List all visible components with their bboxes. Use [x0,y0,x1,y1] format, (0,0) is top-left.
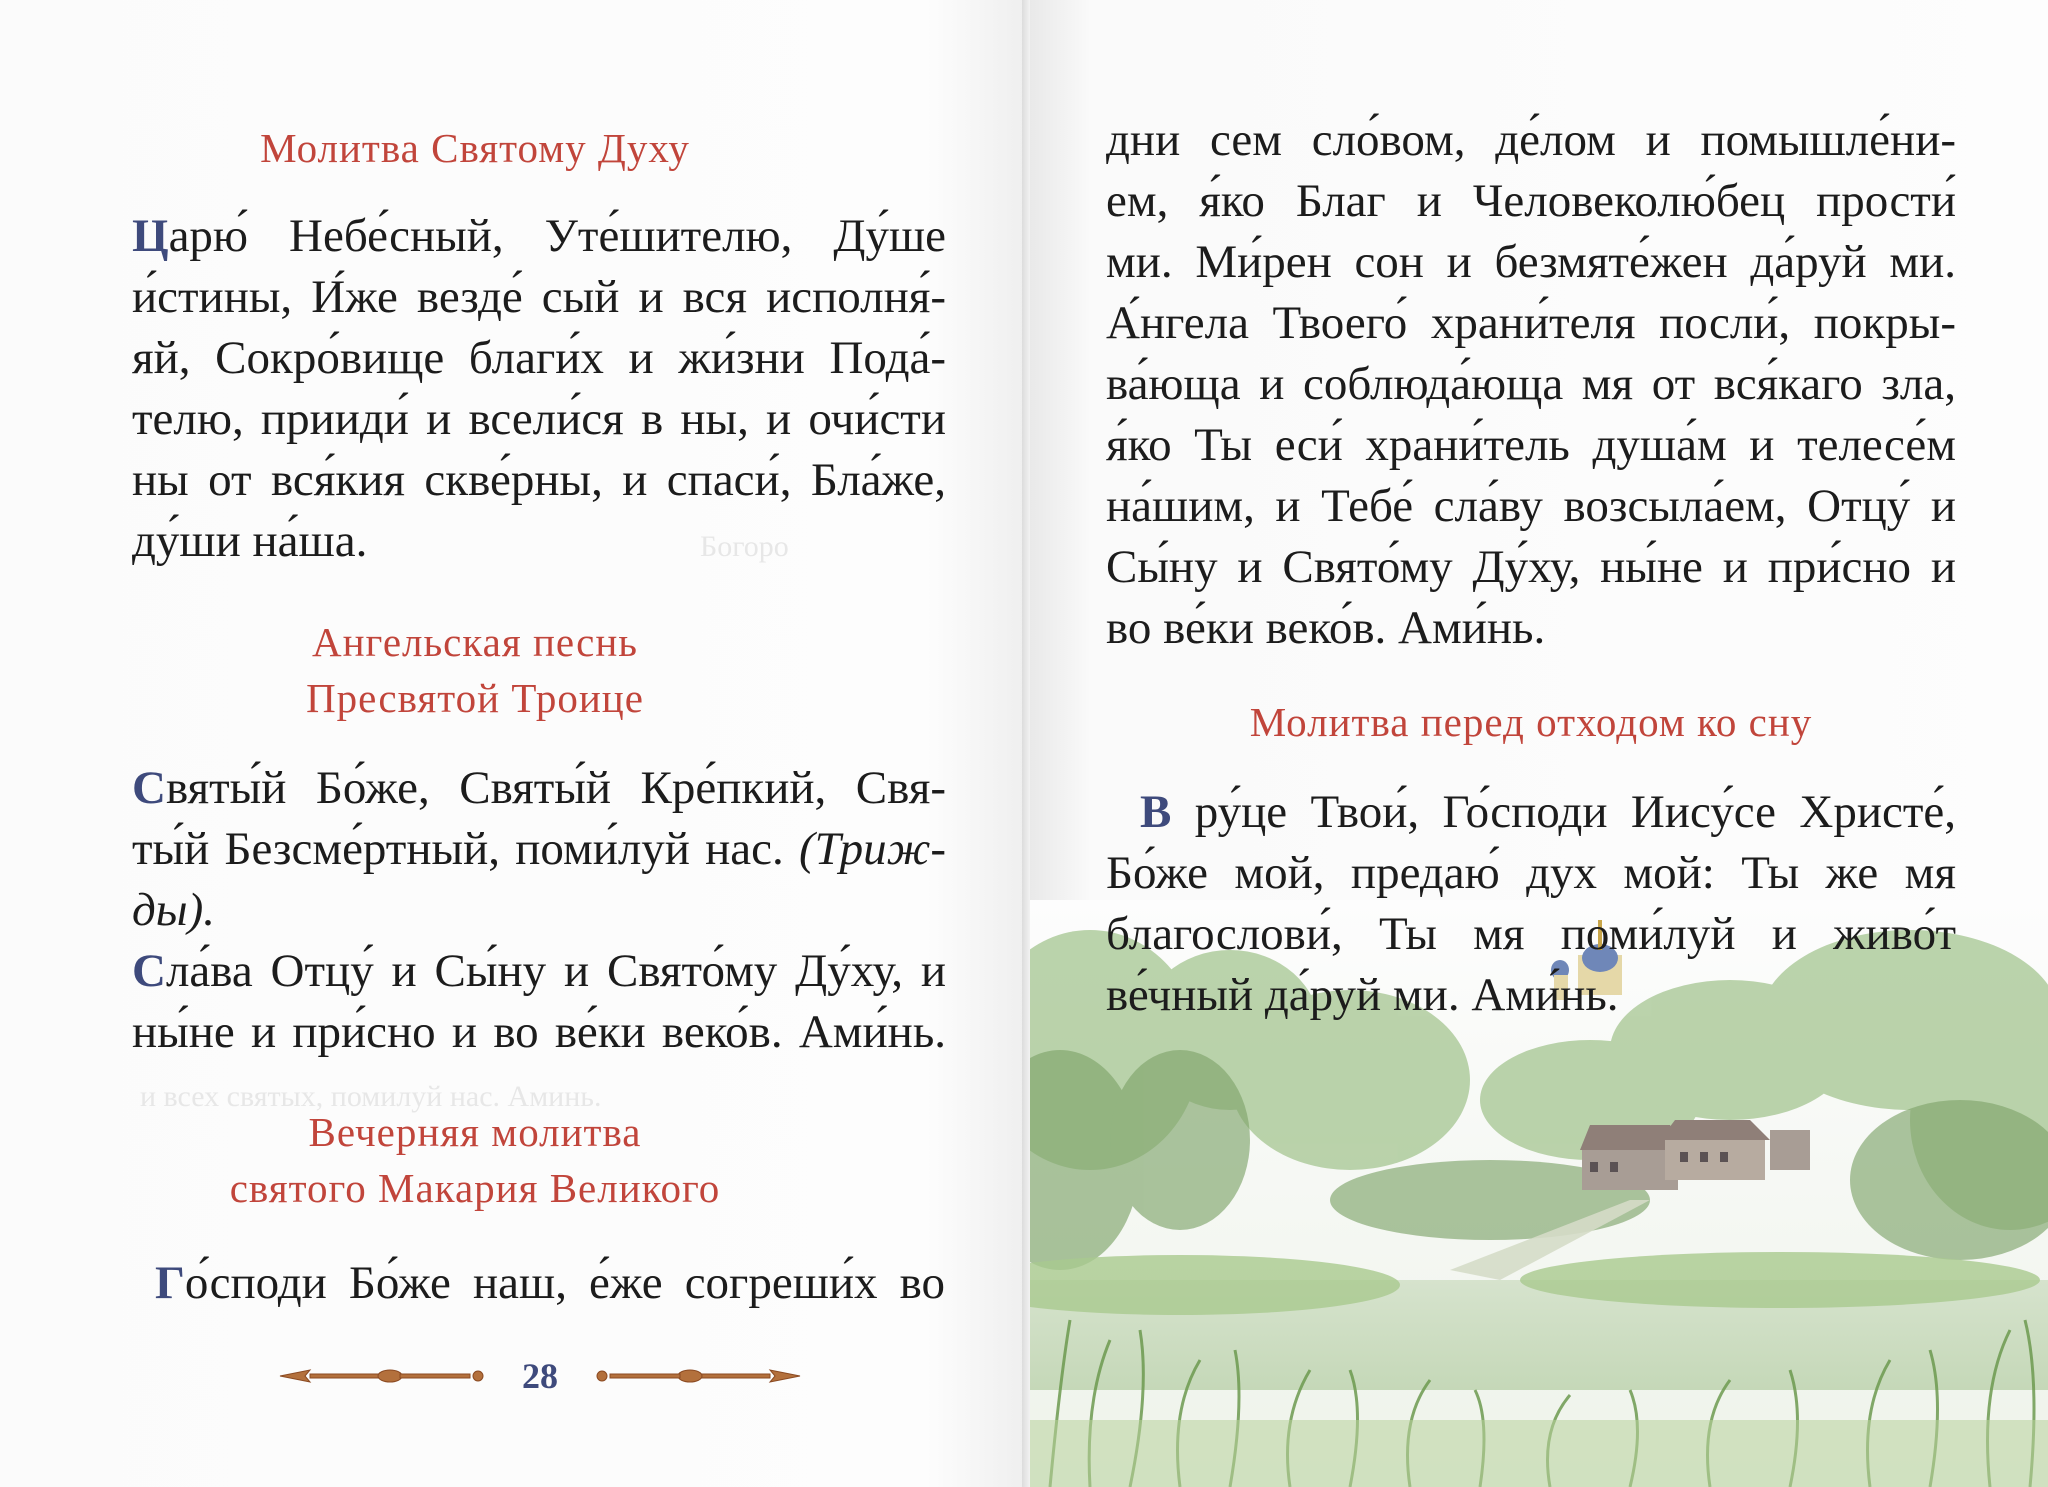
heading-evening-prayer: Вечерняя молитва святого Макария Великого [229,1109,721,1211]
prayer-macarius-continuation: дни сем сло́вом, де́лом и помышле́ни- ем, я́ко Благ и Человеколю́бец прости́ ми. Ми́рен сон и безмяте́жен да́руй ми. А́нгела Твоего́ храни́теля посли́, покры- ва́юща и соблюда́юща мя от вся́каго зла, я́ко Ты еси́ храни́тель душа́м и телесе́м на́шим, и Тебе́ сла́ву возсыла́ем, Отцу́ и Сы́ну и Свято́му Ду́ху, ны́не и при́сно и во ве́ки веко́в. Ами́нь. [1106,114,1956,654]
right-page [1030,0,2048,1487]
prayer-macarius-start: Го́споди Бо́же наш, е́же согреши́х во [155,1257,945,1309]
heading-holy-spirit: Молитва Святому Духу [260,125,690,171]
prayer-before-sleep-cont: Бо́же мой, предаю́ дух мой: Ты же мя благослови́, Ты мя поми́луй и живо́т ве́чный да́руй ми. Ами́нь. [1106,847,1956,1021]
drop-initial: Г [155,1257,185,1309]
prayer-trisagion: Святы́й Бо́же, Святы́й Кре́пкий, Свя- ты́й Безсме́ртный, поми́луй нас. (Триж- ды). [132,762,946,936]
page-number: 28 [250,1350,830,1402]
prayer-before-sleep: В ру́це Твои́, Го́споди Иису́се Христе́, [1140,786,1956,838]
prayer-holy-spirit: Царю́ Небе́сный, Уте́шителю, Ду́ше и́стины, И́же везде́ сый и вся исполня́- яй, Сокро́вище благи́х и жи́зни Пода́- телю, прииди́ и всели́ся в ны, и очи́сти ны от вся́кия скве́рны, и спаси́, Бла́же, ду́ши на́ша. [132,210,946,567]
heading-before-sleep: Молитва перед отходом ко сну [1249,699,1813,745]
bleed-through-text: Богоро [700,530,789,563]
prayer-glory: Сла́ва Отцу́ и Сы́ну и Свято́му Ду́ху, и ны́не и при́сно и во ве́ки веко́в. Ами́нь. [132,945,946,1058]
bleed-through-text: и всех святых, помилуй нас. Аминь. [140,1080,602,1113]
heading-angelic-hymn: Ангельская песнь Пресвятой Троице [306,619,644,721]
drop-initial: С [132,762,166,814]
drop-initial: С [132,945,166,997]
drop-initial: В [1140,786,1172,838]
drop-initial: Ц [132,210,169,262]
